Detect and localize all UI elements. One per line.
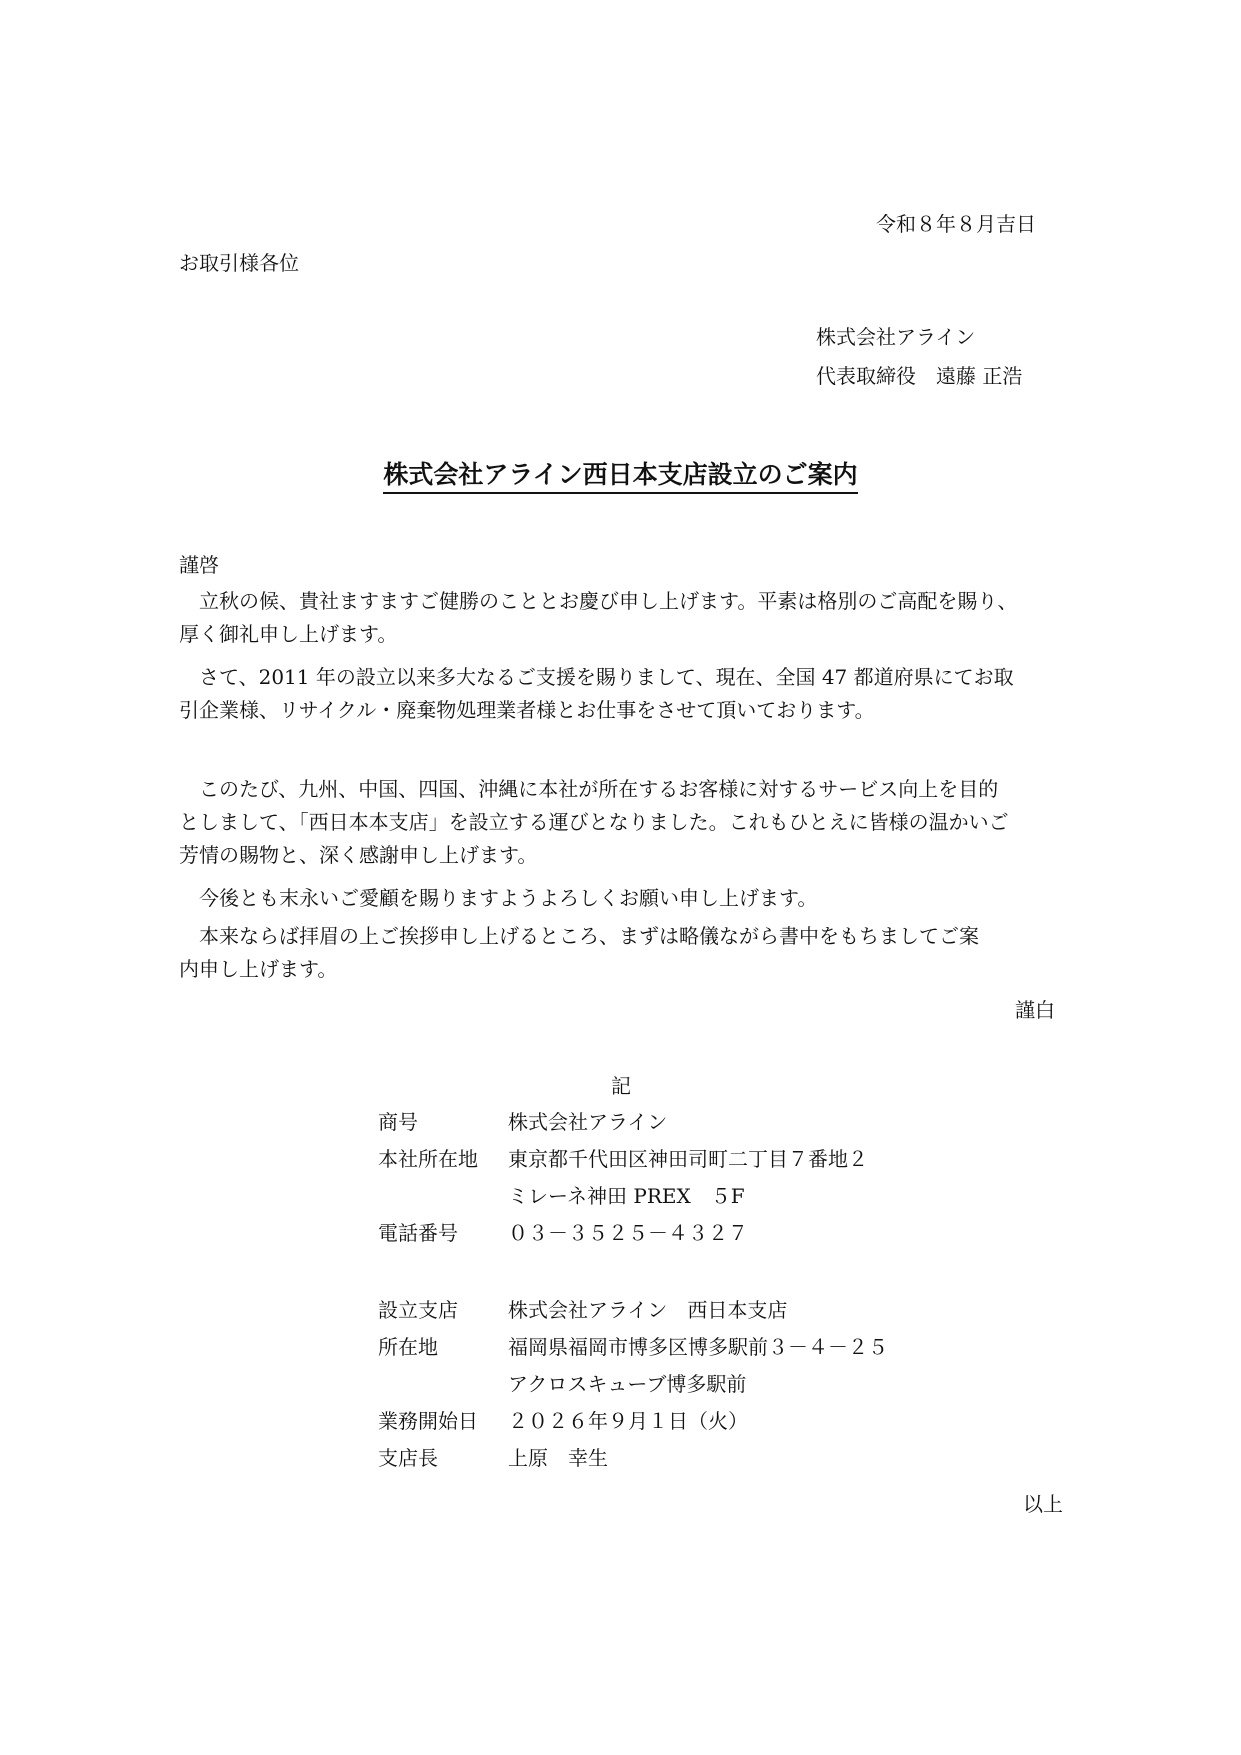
body-line: 本来ならば拝眉の上ご挨拶申し上げるところ、まずは略儀ながら書中をもちましてご案 <box>179 924 979 948</box>
document-date: 令和８年８月吉日 <box>876 212 1036 236</box>
detail-label: 設立支店 <box>378 1298 458 1322</box>
ki-heading: 記 <box>611 1074 631 1098</box>
detail-label: 所在地 <box>378 1335 438 1359</box>
detail-value: 福岡県福岡市博多区博多駅前３－４－２５ <box>508 1335 888 1359</box>
closing-word: 謹白 <box>1015 998 1055 1022</box>
body-line: 今後とも末永いご愛顧を賜りますようよろしくお願い申し上げます。 <box>179 886 818 910</box>
opening-word: 謹啓 <box>179 553 219 577</box>
detail-value: 上原 幸生 <box>508 1446 608 1470</box>
body-line: 引企業様、リサイクル・廃棄物処理業者様とお仕事をさせて頂いております。 <box>179 698 875 722</box>
detail-label: 商号 <box>378 1110 418 1134</box>
sender-representative: 代表取締役 遠藤 正浩 <box>816 364 1023 388</box>
body-line: 立秋の候、貴社ますますご健勝のこととお慶び申し上げます。平素は格別のご高配を賜り、 <box>179 589 1018 613</box>
recipient: お取引様各位 <box>179 251 299 275</box>
detail-value: 株式会社アライン 西日本支店 <box>508 1298 788 1322</box>
detail-label: 本社所在地 <box>378 1147 478 1171</box>
body-line: としまして、「西日本本支店」を設立する運びとなりました。これもひとえに皆様の温かいご <box>179 810 1009 834</box>
detail-label: 電話番号 <box>378 1221 458 1245</box>
detail-value: アクロスキューブ博多駅前 <box>508 1372 747 1396</box>
detail-value: 株式会社アライン <box>508 1110 668 1134</box>
detail-label: 業務開始日 <box>378 1409 478 1433</box>
detail-value: ０３－３５２５－４３２７ <box>508 1221 748 1245</box>
detail-value: ２０２６年９月１日（火） <box>508 1409 748 1433</box>
document-title: 株式会社アライン西日本支店設立のご案内 <box>383 460 857 494</box>
detail-label: 支店長 <box>378 1446 438 1470</box>
body-line: このたび、九州、中国、四国、沖縄に本社が所在するお客様に対するサービス向上を目的 <box>179 777 999 801</box>
sender-company: 株式会社アライン <box>816 325 976 349</box>
body-line: 芳情の賜物と、深く感謝申し上げます。 <box>179 843 538 867</box>
body-line: 厚く御礼申し上げます。 <box>179 622 398 646</box>
end-word: 以上 <box>1023 1492 1063 1516</box>
document-title-wrap <box>0 455 1241 491</box>
detail-value: 東京都千代田区神田司町二丁目７番地２ <box>508 1147 868 1171</box>
detail-value: ミレーネ神田 PREX ５F <box>508 1184 745 1208</box>
body-line: さて、2011 年の設立以来多大なるご支援を賜りまして、現在、全国 47 都道府県にてお取 <box>179 665 1014 689</box>
body-line: 内申し上げます。 <box>179 957 338 981</box>
